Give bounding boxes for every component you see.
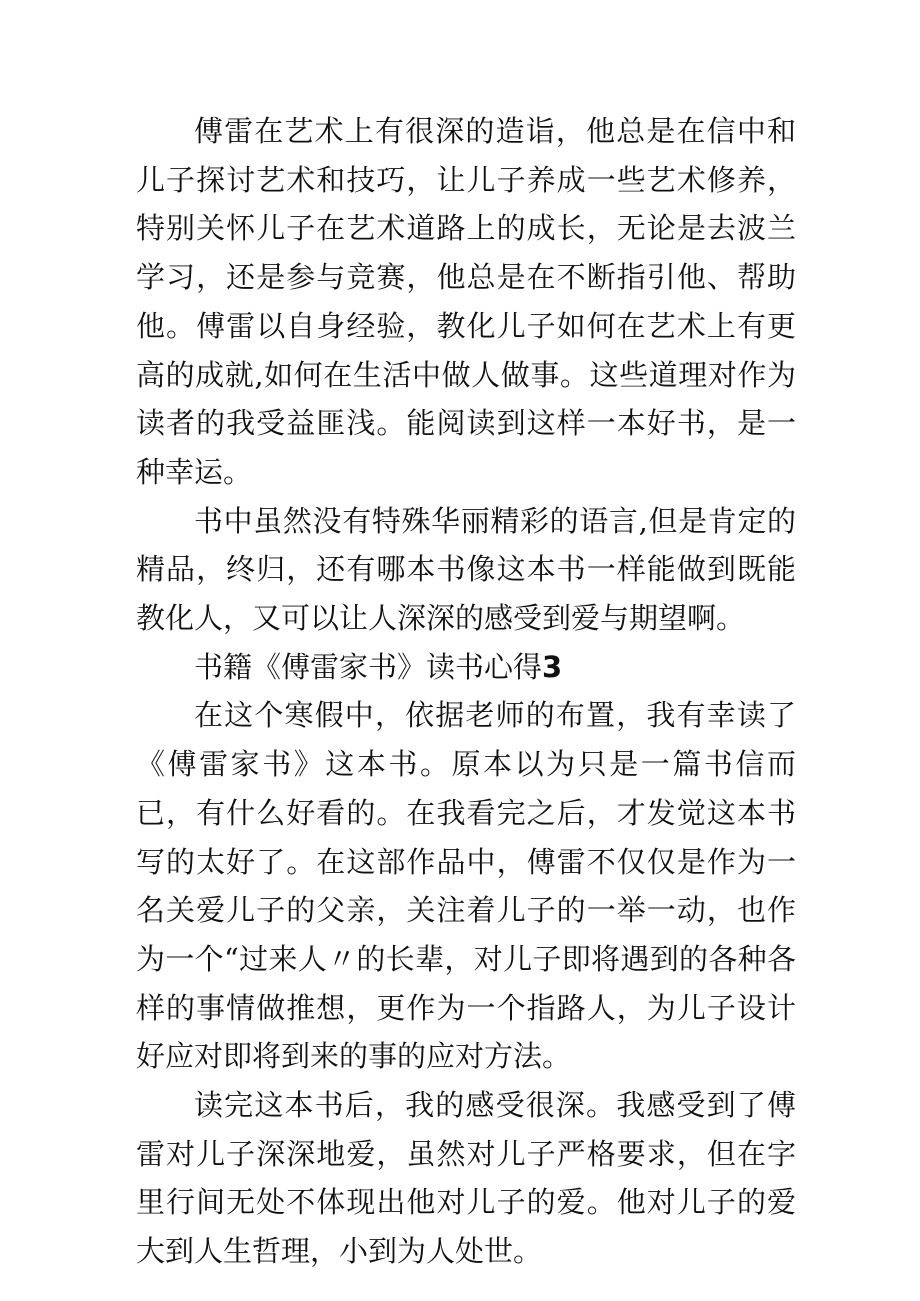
paragraph: 傅雷在艺术上有很深的造诣，他总是在信中和儿子探讨艺术和技巧，让儿子养成一些艺术修养，特别关怀儿子在艺术道路上的成长，无论是去波兰学习，还是参与竞赛，他总是在不断指引他、帮助他。傅雷以自身经验，教化儿子如何在艺术上有更高的成就,如何在生活中做人做事。这些道理对作为读者的我受益匪浅。能阅读到这样一本好书，是一种幸运。	[136, 114, 796, 489]
paragraph: 读完这本书后，我的感受很深。我感受到了傅雷对儿子深深地爱，虽然对儿子严格要求，但在字里行间无处不体现出他对儿子的爱。他对儿子的爱大到人生哲理，小到为人处世。	[136, 1088, 796, 1269]
section-heading-number: 3	[542, 649, 563, 684]
section-heading-text: 书籍《傅雷家书》读书心得	[194, 649, 543, 684]
document-body	[136, 107, 796, 1276]
section-heading	[136, 643, 796, 692]
paragraph: 在这个寒假中，依据老师的布置，我有幸读了《傅雷家书》这本书。原本以为只是一篇书信而已，有什么好看的。在我看完之后，才发觉这本书写的太好了。在这部作品中，傅雷不仅仅是作为一名关爱儿子的父亲，关注着儿子的一举一动，也作为一个“过来人〃的长辈，对儿子即将遇到的各种各样的事情做推想，更作为一个指路人，为儿子设计好应对即将到来的事的应对方法。	[136, 698, 796, 1074]
paragraph: 书中虽然没有特殊华丽精彩的语言,但是肯定的精品，终归，还有哪本书像这本书一样能做到既能教化人，又可以让人深深的感受到爱与期望啊。	[136, 503, 796, 636]
